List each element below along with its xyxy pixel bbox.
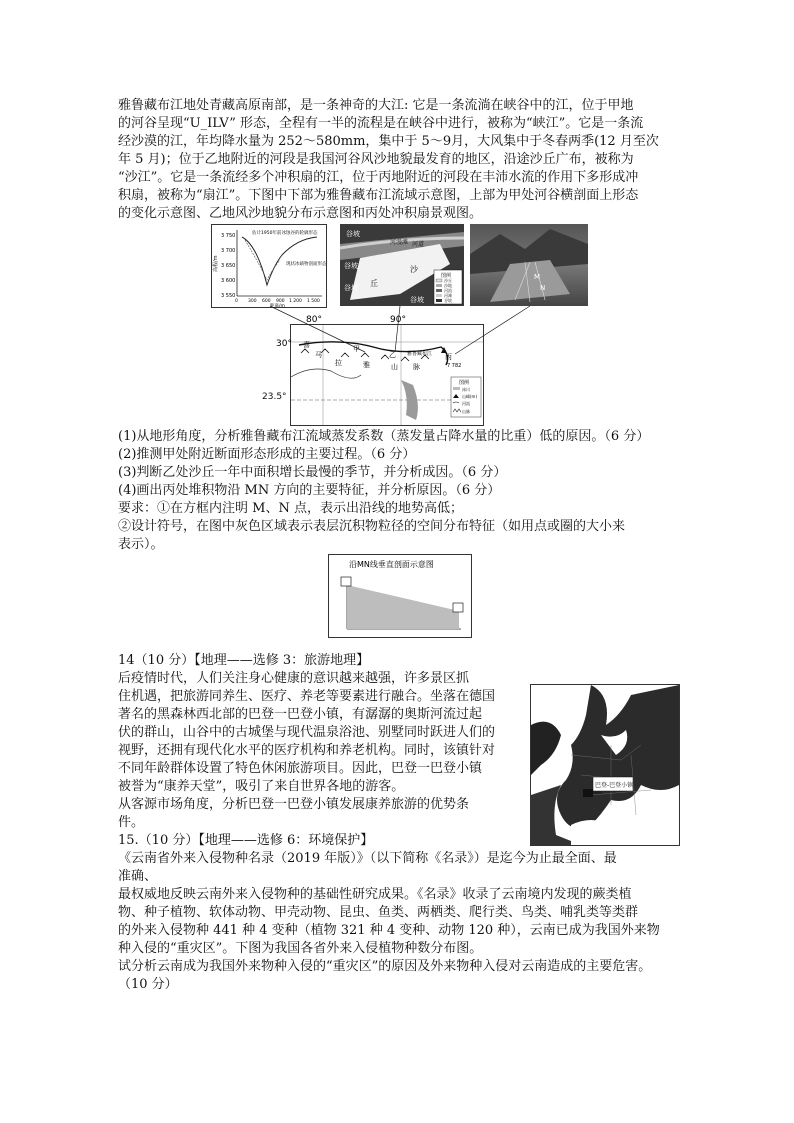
alluvial-fan-photo	[470, 224, 588, 306]
map-legend-item: 山脉	[462, 409, 470, 414]
profile-xtick: 1 200	[289, 299, 302, 304]
map-legend-item: 河流	[462, 401, 470, 406]
requirement-2-cont: 表示）。	[118, 537, 164, 552]
requirement-1: 要求：①在方框内注明 M、N 点，表示出沿线的地势高低；	[118, 501, 463, 516]
map-river-name: 雅鲁藏布江	[407, 351, 433, 357]
q15-line: 最权威地反映云南外来入侵物种的基础性研究成果。《名录》收录了云南境内发现的蕨类植	[118, 887, 632, 902]
photo-N-label: N	[540, 284, 546, 292]
profile-xtick: 0	[235, 299, 238, 304]
europe-map-figure	[530, 684, 680, 846]
sand-landform-figure	[340, 224, 464, 306]
q15-line: 的外来入侵物种 441 种 4 变种（植物 321 种 4 变种、动物 120 种），云南已成为我国外来物	[118, 923, 660, 938]
q14-line: 从客源市场角度，分析巴登一巴登小镇发展康养旅游的优势条	[118, 797, 470, 812]
profile-xaxis-label: 距离/m	[270, 304, 285, 307]
map-peak-elevation: 7 782	[447, 363, 462, 369]
photo-M-label: M	[534, 273, 541, 281]
n-point-box[interactable]	[453, 603, 463, 612]
q15-line: 物、种子植物、软体动物、甲壳动物、昆虫、鱼类、两栖类、爬行类、鸟类、哺乳类等类群	[118, 905, 639, 920]
sand-label: 丘	[370, 279, 378, 288]
sand-label: 河漫滩	[390, 239, 409, 246]
map-range-char: 雅	[363, 361, 370, 369]
profile-note-side: 现状冰碛物剖面形态	[286, 262, 326, 267]
q14-line: 著名的黑森林西北部的巴登一巴登小镇，有潺潺的奥斯河流过起	[118, 707, 483, 722]
profile-xtick: 300	[248, 299, 257, 304]
sand-legend-item: 沙丘	[444, 278, 452, 283]
requirement-2: ②设计符号，在图中灰色区域表示表层沉积物粒径的空间分布特征（如用点或圈的大小来	[118, 519, 626, 534]
map-place-jia: 甲	[353, 345, 360, 353]
profile-ytick: 3 700	[221, 248, 236, 254]
intro-line: 积扇，被称为“扇江”。下图中下部为雅鲁藏布江流域示意图，上部为甲处河谷横剖面上形态	[118, 188, 639, 203]
mn-section-box	[328, 554, 472, 638]
map-place-bing: 丙	[445, 353, 452, 361]
map-range-char: 脉	[413, 363, 420, 371]
map-legend-item: 山峰(m)	[462, 394, 478, 399]
intro-paragraph	[118, 97, 678, 223]
sand-legend-title: 图例	[441, 273, 452, 279]
intro-line: “沙江”。它是一条流经多个冲积扇的江，位于丙地附近的河段在丰沛水流的作用下多形成冲	[118, 170, 639, 185]
sand-label: 谷坡	[410, 296, 424, 304]
intro-line: 的河谷呈现“U_ILV” 形态，全程有一半的流程是在峡谷中进行，被称为“峡江”。它是一条流	[118, 116, 644, 131]
map-range-char: 喜	[303, 341, 310, 349]
m-point-box[interactable]	[341, 577, 351, 586]
q14-line: 不同年龄群体设置了特色休闲旅游项目。因此，巴登一巴登小镇	[118, 761, 483, 776]
q14-line: 视野，还拥有现代化水平的医疗机构和养老机构。同时，该镇针对	[118, 743, 496, 758]
question-4: (4)画出丙处堆积物沿 MN 方向的主要特征，并分析原因。（6 分）	[118, 483, 501, 498]
map-range-char: 拉	[335, 359, 342, 367]
intro-line: 年 5 月)；位于乙地附近的河段是我国河谷风沙地貌最发育的地区，沿途沙丘广布，被称为	[118, 152, 634, 167]
sand-label: 沙	[410, 265, 418, 274]
sand-label: 谷坡	[344, 262, 358, 270]
q14-line: 件。	[118, 815, 145, 830]
profile-ytick: 3 650	[221, 263, 236, 269]
q14-line: 伏的群山，山谷中的古城堡与现代温泉浴池、别墅同时跃进人们的	[118, 725, 496, 740]
valley-profile-figure	[211, 224, 327, 308]
q15-line: 试分析云南成为我国外来物种入侵的“重灾区”的原因及外来物种入侵对云南造成的主要危害。	[118, 959, 652, 974]
map-lat-label: 30°	[276, 339, 292, 349]
question-2: (2)推测甲处附近断面形态形成的主要过程。（6 分）	[118, 447, 416, 462]
q15-line: 《云南省外来入侵物种名录（2019 年版）》（以下简称《名录》）是迄今为止最全面、最	[118, 851, 617, 866]
sand-legend-item: 河流	[444, 288, 452, 293]
q15-body	[118, 850, 678, 994]
intro-line: 的变化示意图、乙地风沙地貌分布示意图和丙处冲积扇景观图。	[118, 206, 483, 221]
question-1: (1)从地形角度，分析雅鲁藏布江流域蒸发系数（蒸发量占降水量的比重）低的原因。（6 分）	[118, 429, 650, 444]
q15-line: 准确、	[118, 869, 158, 884]
map-legend-item: 冰川	[462, 387, 470, 392]
q14-line: 被誉为“康养天堂”，吸引了来自世界各地的游客。	[118, 779, 405, 794]
intro-line: 雅鲁藏布江地处青藏高原南部，是一条神奇的大江: 它是一条流淌在峡谷中的江，位于甲地	[118, 98, 634, 113]
profile-ytick: 3 550	[221, 293, 236, 299]
sand-legend-item: 河滩	[444, 293, 452, 298]
europe-map-label: 巴登-巴登小镇	[595, 782, 634, 789]
profile-yaxis-label: 高程/m	[213, 255, 219, 272]
q14-line: 后疫情时代，人们关注身心健康的意识越来越强，许多景区抓	[118, 671, 470, 686]
profile-note-top: 估计1950年前冰蚀谷的轮廓形态	[252, 231, 318, 236]
section-title: 沿MN线垂直剖面示意图	[349, 560, 434, 569]
profile-xtick: 900	[276, 299, 285, 304]
map-place-yi: 乙	[389, 351, 396, 359]
sand-label: 谷坡	[344, 284, 358, 292]
sand-label: 谷坡	[346, 230, 360, 238]
profile-ytick: 3 600	[221, 278, 236, 284]
sand-legend-item: 沙地	[444, 283, 452, 288]
q15-line: （10 分）	[118, 977, 178, 992]
map-lon-label: 90°	[390, 315, 406, 325]
map-legend-title: 图例	[459, 380, 470, 386]
q15-line: 种入侵的“重灾区”。下图为我国各省外来入侵植物种数分布图。	[118, 941, 483, 956]
q14-body	[118, 670, 528, 832]
profile-xtick: 600	[262, 299, 271, 304]
map-lon-label: 80°	[306, 315, 322, 325]
sand-label: 河道	[412, 241, 425, 248]
intro-line: 经沙漠的江，年均降水量为 252～580mm，集中于 5～9月，大风集中于冬春两季(12 月至次	[118, 134, 659, 149]
map-lines-and-labels	[230, 304, 530, 368]
profile-xtick: 1 500	[307, 299, 320, 304]
map-range-char: 马	[315, 351, 322, 359]
q14-header: 14（10 分）【地理——选修 3：旅游地理】	[118, 653, 370, 668]
q14-line: 住机遇，把旅游同养生、医疗、养老等要素进行融合。坐落在德国	[118, 689, 496, 704]
map-range-char: 山	[391, 363, 398, 371]
sand-legend-item: 谷坡	[444, 298, 452, 303]
q15-header: 15.（10 分）【地理——选修 6：环境保护】	[118, 833, 374, 848]
question-3: (3)判断乙处沙丘一年中面积增长最慢的季节，并分析成因。（6 分）	[118, 465, 507, 480]
map-lat-label: 23.5°	[262, 392, 287, 402]
profile-ytick: 3 750	[221, 233, 236, 239]
